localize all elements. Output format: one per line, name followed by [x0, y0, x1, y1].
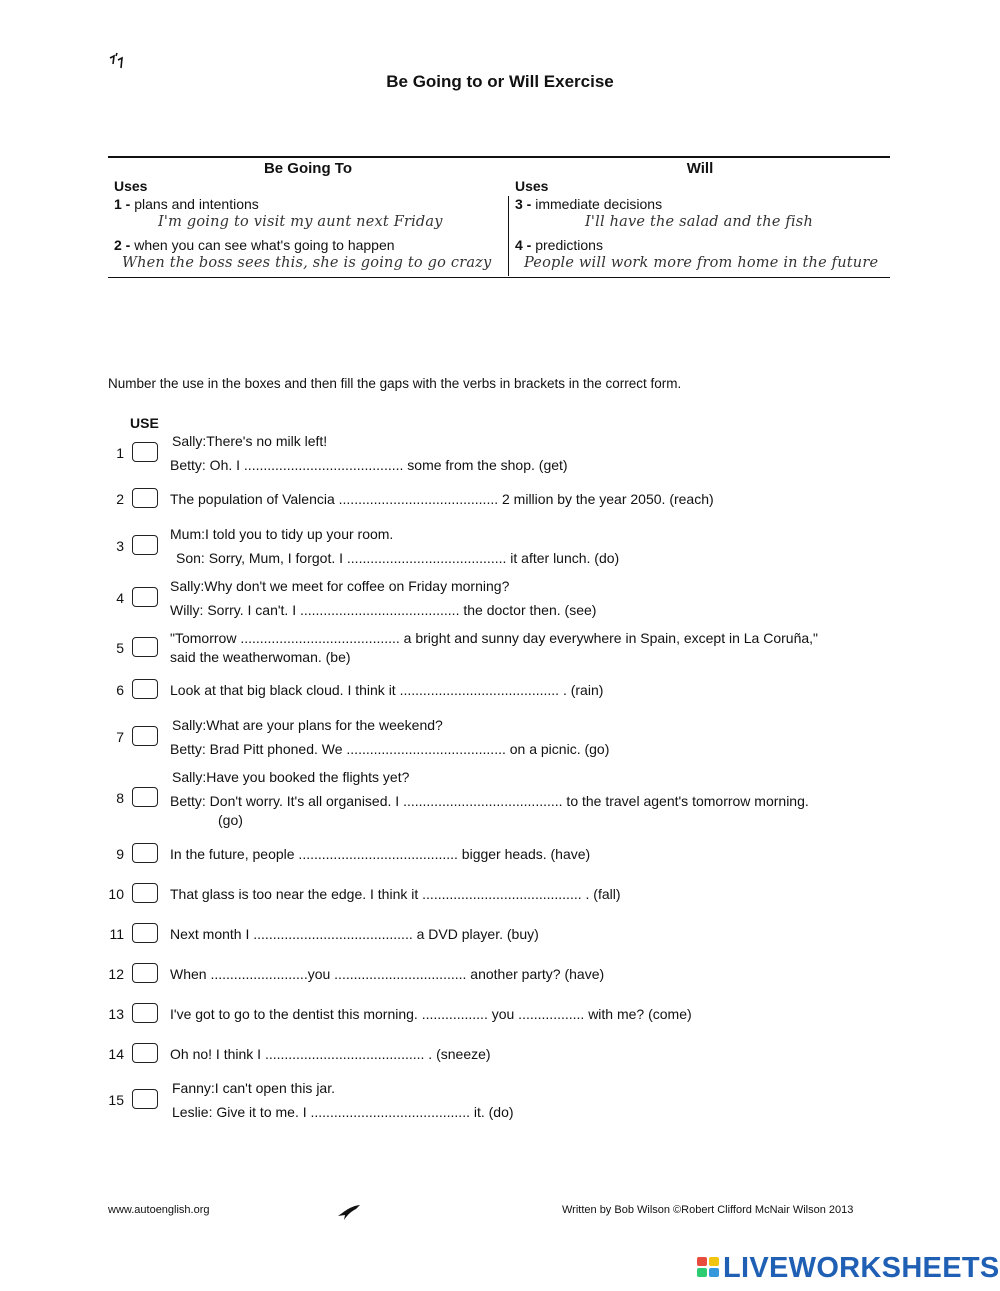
exercise-line: Leslie: Give it to me. I ......................................... it. (do) — [172, 1104, 514, 1120]
exercise-line: "Tomorrow ......................................... a bright and sunny day everywhere in Spain, except in La Coruña," — [170, 630, 819, 646]
going-to-uses-label: Uses — [114, 178, 148, 194]
liveworksheets-brand[interactable]: LIVEWORKSHEETS — [723, 1252, 1000, 1284]
exercise-line: In the future, people ......................................... bigger heads. (have) — [170, 846, 591, 862]
exercise-line: Sally:Have you booked the flights yet? — [172, 769, 410, 785]
exercise-number: 5 — [116, 640, 124, 656]
exercise-number: 12 — [108, 966, 124, 982]
use-answer-box[interactable] — [132, 1003, 158, 1023]
exercise-line: I've got to go to the dentist this morning. ................. you ................. with me? (come) — [170, 1006, 692, 1022]
use-1-example: I'm going to visit my aunt next Friday — [158, 214, 443, 230]
exercise-line: That glass is too near the edge. I think it ......................................... . (fall) — [170, 886, 621, 902]
exercise-line: The population of Valencia ......................................... 2 million by the year 2050. (reach) — [170, 491, 714, 507]
exercise-line: Look at that big black cloud. I think it ......................................... . (rain) — [170, 682, 604, 698]
will-uses-label: Uses — [515, 178, 549, 194]
exercise-number: 13 — [108, 1006, 124, 1022]
use-answer-box[interactable] — [132, 535, 158, 555]
use-answer-box[interactable] — [132, 883, 158, 903]
column-divider — [508, 196, 509, 276]
use-answer-box[interactable] — [132, 637, 158, 657]
use-answer-box[interactable] — [132, 1043, 158, 1063]
use-answer-box[interactable] — [132, 726, 158, 746]
exercise-number: 11 — [109, 926, 124, 942]
use-answer-box[interactable] — [132, 843, 158, 863]
exercise-line: When .........................you .................................. another party? (have) — [170, 966, 605, 982]
corner-mark-icon — [104, 50, 134, 74]
exercise-line: Son: Sorry, Mum, I forgot. I ......................................... it after lunch. (do) — [176, 550, 620, 566]
use-answer-box[interactable] — [132, 923, 158, 943]
use-column-heading: USE — [130, 415, 159, 431]
use-2-example: When the boss sees this, she is going to go crazy — [122, 255, 492, 271]
exercise-number: 4 — [116, 590, 124, 606]
uses-table — [108, 156, 890, 278]
exercise-line: Fanny:I can't open this jar. — [172, 1080, 335, 1096]
dolphin-icon — [336, 1200, 364, 1222]
use-answer-box[interactable] — [132, 442, 158, 462]
exercise-number: 9 — [116, 846, 124, 862]
instructions: Number the use in the boxes and then fill the gaps with the verbs in brackets in the correct form. — [108, 376, 682, 391]
exercise-line: Sally:Why don't we meet for coffee on Friday morning? — [170, 578, 510, 594]
will-heading: Will — [686, 160, 714, 177]
exercise-number: 15 — [108, 1092, 124, 1108]
going-to-heading: Be Going To — [263, 160, 353, 177]
exercise-line: Sally:What are your plans for the weekend? — [172, 717, 443, 733]
exercise-number: 10 — [108, 886, 124, 902]
exercise-line: Oh no! I think I ......................................... . (sneeze) — [170, 1046, 491, 1062]
exercise-line: Next month I ......................................... a DVD player. (buy) — [170, 926, 539, 942]
exercise-line: Sally:There's no milk left! — [172, 433, 328, 449]
exercise-number: 2 — [116, 491, 124, 507]
exercise-number: 6 — [116, 682, 124, 698]
exercise-line: Betty: Oh. I ......................................... some from the shop. (get) — [170, 457, 568, 473]
exercise-line: Willy: Sorry. I can't. I ......................................... the doctor then. (see) — [170, 602, 597, 618]
use-3-example: I'll have the salad and the fish — [585, 214, 813, 230]
exercise-line: said the weatherwoman. (be) — [170, 649, 351, 665]
exercise-line: Betty: Brad Pitt phoned. We ......................................... on a picnic. (go) — [170, 741, 610, 757]
exercise-line: Betty: Don't worry. It's all organised. I ......................................... to the travel agent's tomorrow morning. — [170, 793, 809, 809]
page-title: Be Going to or Will Exercise — [386, 72, 614, 91]
exercise-line: Mum:I told you to tidy up your room. — [170, 526, 394, 542]
use-answer-box[interactable] — [132, 488, 158, 508]
liveworksheets-logo-icon — [697, 1257, 719, 1279]
use-2: 2 - when you can see what's going to happen — [114, 237, 395, 253]
exercise-number: 1 — [116, 445, 124, 461]
exercise-number: 7 — [116, 729, 124, 745]
use-answer-box[interactable] — [132, 587, 158, 607]
use-4-example: People will work more from home in the future — [524, 255, 879, 271]
use-3: 3 - immediate decisions — [515, 196, 663, 212]
use-1: 1 - plans and intentions — [114, 196, 259, 212]
use-4: 4 - predictions — [515, 237, 603, 253]
exercise-line: (go) — [218, 812, 243, 828]
use-answer-box[interactable] — [132, 787, 158, 807]
use-answer-box[interactable] — [132, 1089, 158, 1109]
use-answer-box[interactable] — [132, 963, 158, 983]
exercise-number: 8 — [116, 790, 124, 806]
footer-credit: Written by Bob Wilson ©Robert Clifford McNair Wilson 2013 — [562, 1204, 854, 1216]
exercise-number: 3 — [116, 538, 124, 554]
footer-website: www.autoenglish.org — [108, 1204, 210, 1216]
use-answer-box[interactable] — [132, 679, 158, 699]
exercise-number: 14 — [108, 1046, 124, 1062]
